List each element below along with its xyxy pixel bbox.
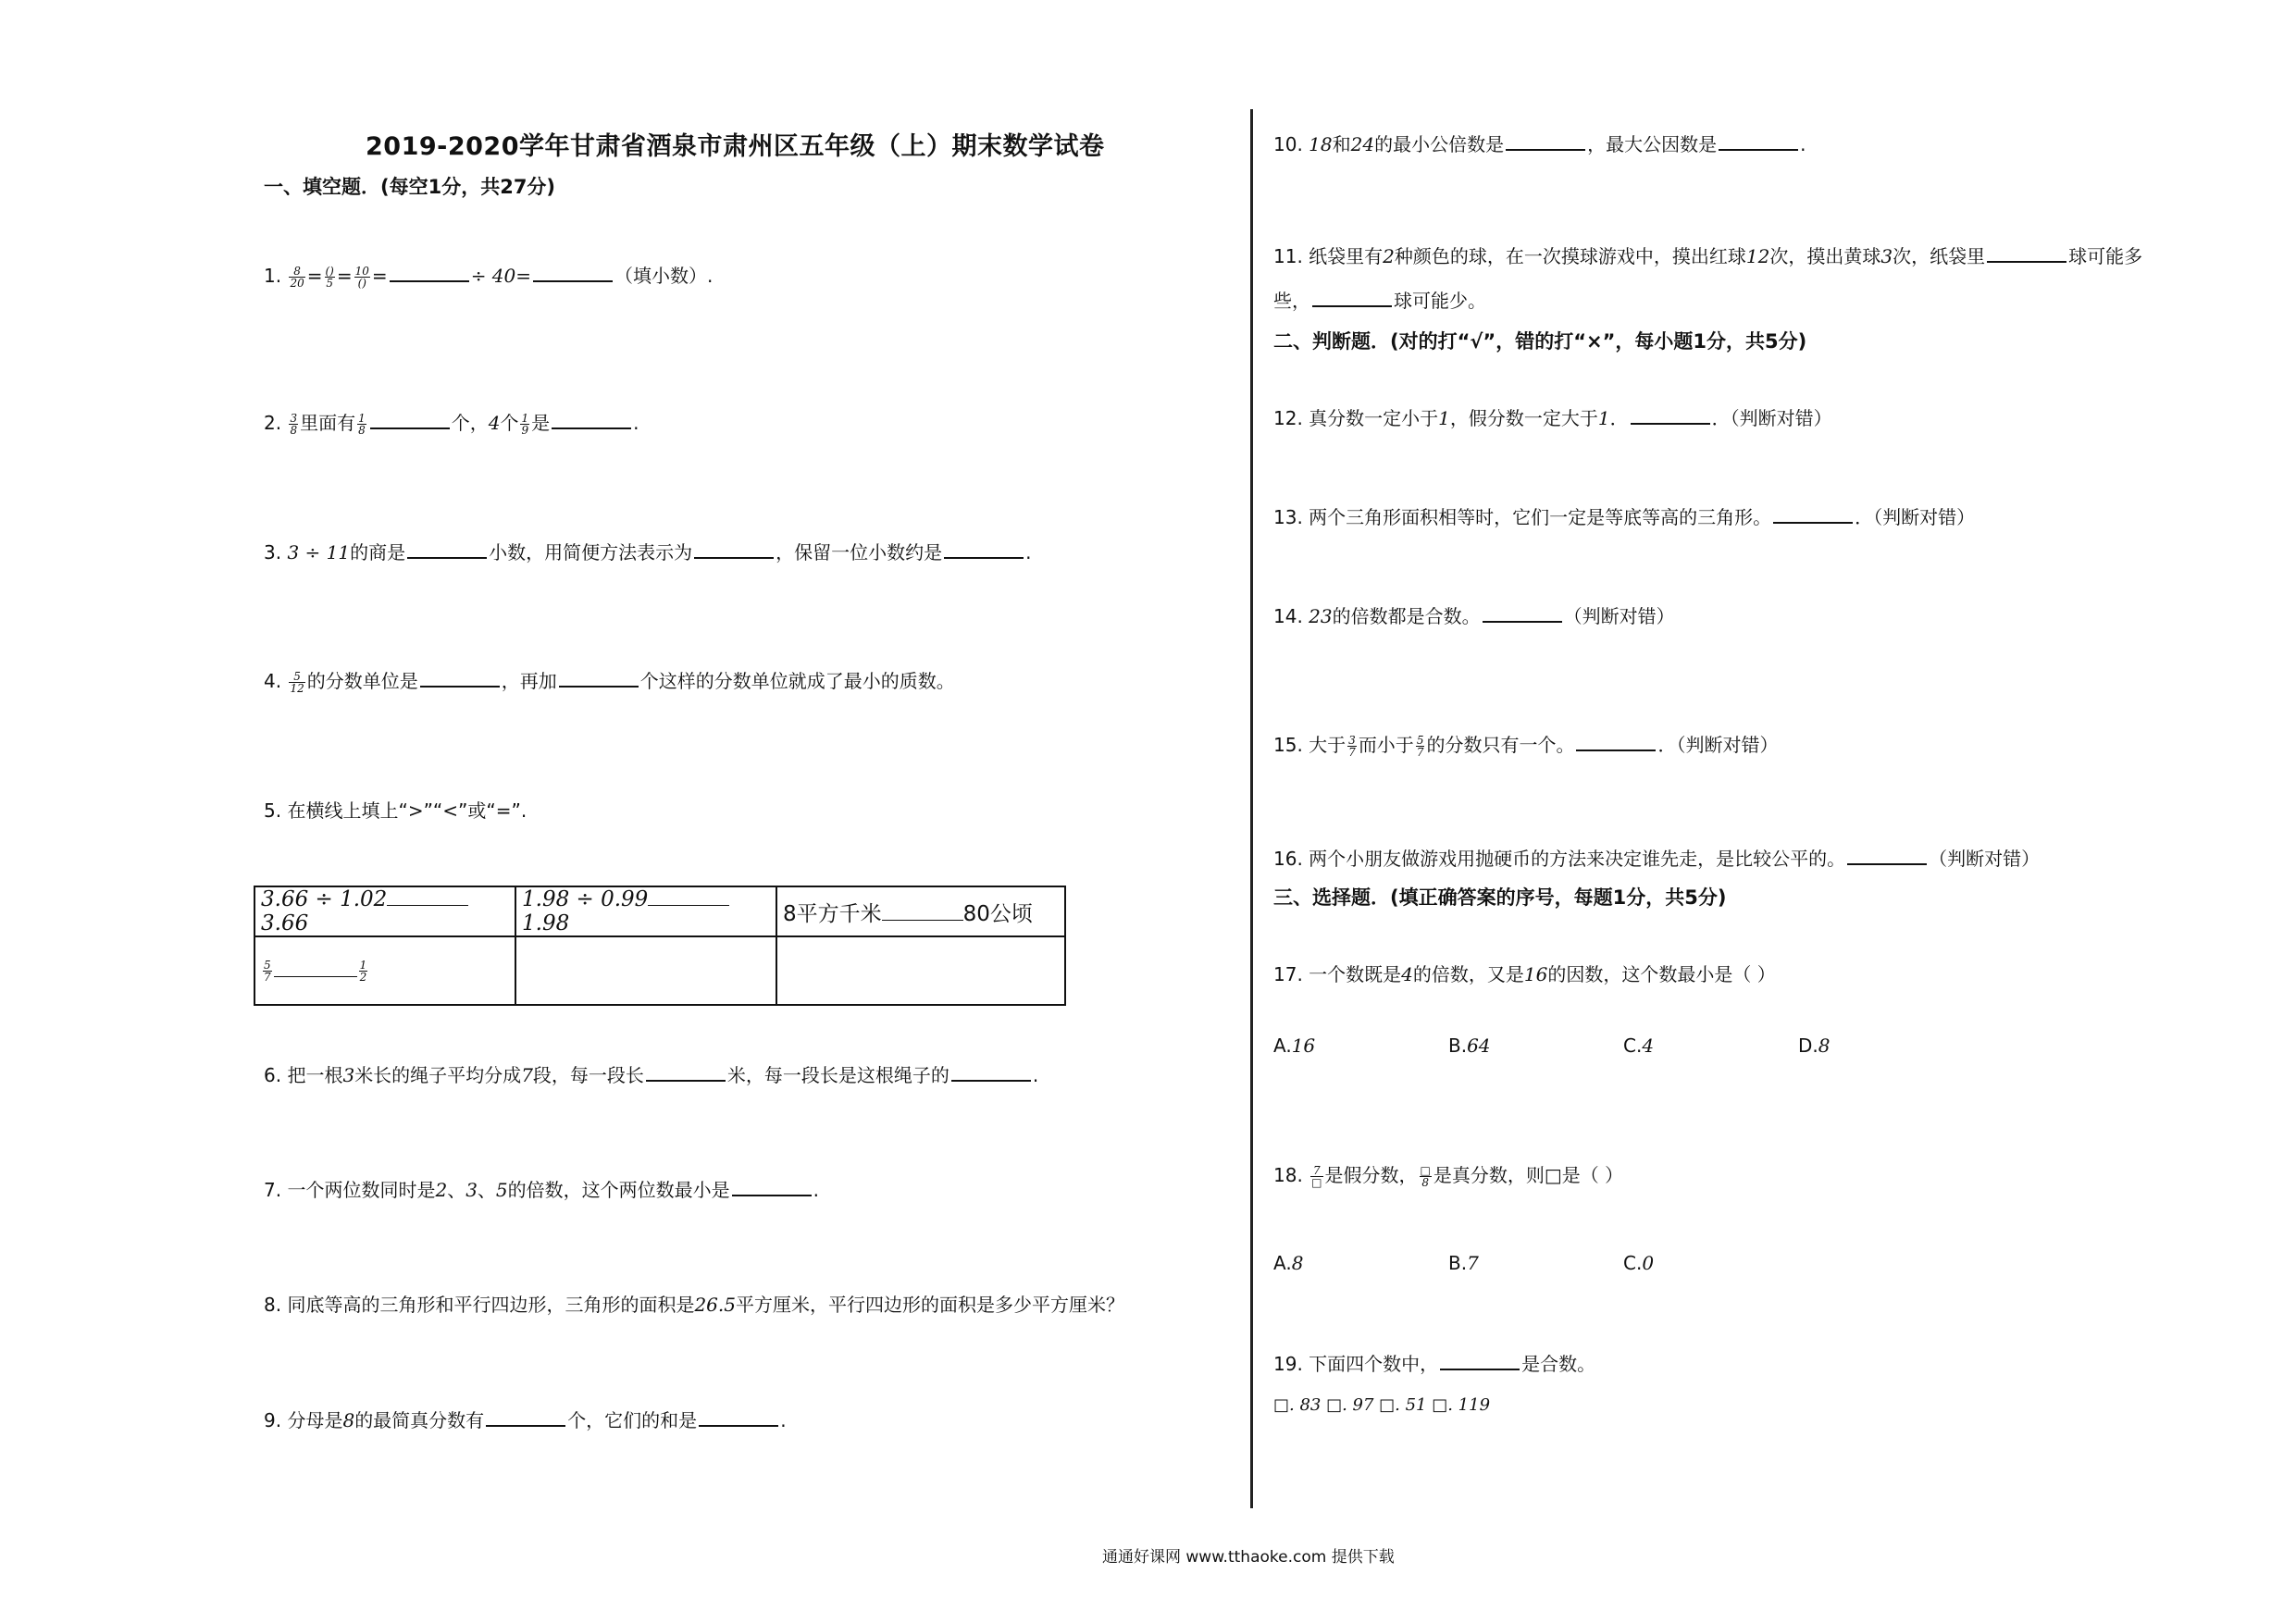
answer-blank[interactable]: [407, 539, 487, 559]
option-b[interactable]: B.64: [1448, 1035, 1491, 1057]
answer-blank[interactable]: [699, 1406, 778, 1427]
option-b[interactable]: B.7: [1448, 1252, 1479, 1274]
question-2: 2. $\frac{3}{8}$ 里面有 $\frac{1}{8}$ 个，4个 $\frac{1}{9}$ 是 .: [264, 409, 639, 436]
section-heading-fill-in: 一、填空题．(每空1分，共27分): [264, 176, 556, 198]
question-19: 19. 下面四个数中， 是合数。: [1273, 1350, 1595, 1377]
option-a[interactable]: A.8: [1273, 1252, 1304, 1274]
fraction: $\frac{()}{5}$: [325, 265, 334, 290]
question-14: 14. 23的倍数都是合数。 （判断对错）: [1273, 602, 1675, 629]
answer-blank[interactable]: [1987, 242, 2066, 263]
answer-blank[interactable]: [646, 1061, 726, 1082]
question-5: 5. 在横线上填上“>”“<”或“=”.: [264, 799, 527, 822]
option-a[interactable]: A.16: [1273, 1035, 1316, 1057]
answer-blank[interactable]: [390, 262, 469, 282]
question-4: 4. $\frac{5}{12}$ 的分数单位是 ，再加 个这样的分数单位就成了最小的质数。: [264, 667, 955, 694]
question-19-options[interactable]: □. 83 □. 97 □. 51 □. 119: [1273, 1395, 1491, 1415]
fraction: $\frac{8}{20}$: [290, 265, 304, 290]
answer-blank[interactable]: [1719, 130, 1798, 151]
question-9: 9. 分母是8的最简真分数有 个，它们的和是 .: [264, 1406, 787, 1433]
question-1: 1. $\frac{8}{20}$ = $\frac{()}{5}$ = $\frac{10}{()}$ = ÷ 40= （填小数）.: [264, 262, 713, 289]
question-6: 6. 把一根3米长的绳子平均分成7段，每一段长 米，每一段长是这根绳子的 .: [264, 1061, 1038, 1088]
question-16: 16. 两个小朋友做游戏用抛硬币的方法来决定谁先走，是比较公平的。 （判断对错）: [1273, 845, 2040, 872]
question-8: 8. 同底等高的三角形和平行四边形，三角形的面积是26.5平方厘米，平行四边形的面积是多少平方厘米？: [264, 1294, 1124, 1316]
answer-blank[interactable]: [486, 1406, 565, 1427]
answer-blank[interactable]: [1440, 1350, 1520, 1370]
answer-blank[interactable]: [1631, 404, 1710, 425]
comparison-table: 3.66 ÷ 1.023.66 1.98 ÷ 0.991.98 8平方千米 80公顷 $\frac{5}{7}$ $\frac{1}{2}$: [254, 886, 1066, 1006]
answer-blank[interactable]: [732, 1176, 812, 1196]
footer-credit: 通通好课网 www.tthaoke.com 提供下载: [1102, 1548, 1395, 1567]
answer-blank[interactable]: [1312, 287, 1392, 307]
question-18: 18. $\frac{7}{□}$ 是假分数， $\frac{□}{8}$ 是真分数，则□是（ ）: [1273, 1164, 1624, 1189]
answer-blank[interactable]: [1506, 130, 1585, 151]
answer-blank[interactable]: [1847, 845, 1927, 865]
question-17: 17. 一个数既是4的倍数，又是16的因数，这个数最小是（ ）: [1273, 963, 1776, 985]
question-10: 10. 18和24的最小公倍数是 ，最大公因数是 .: [1273, 130, 1806, 157]
question-11-line-2: 些， 球可能少。: [1273, 287, 1486, 314]
answer-blank[interactable]: [1773, 503, 1853, 524]
option-c[interactable]: C.4: [1623, 1035, 1655, 1057]
answer-blank[interactable]: [1576, 731, 1656, 751]
answer-blank[interactable]: [951, 1061, 1031, 1082]
question-12: 12. 真分数一定小于1，假分数一定大于1． ．（判断对错）: [1273, 404, 1832, 431]
answer-blank[interactable]: [1483, 602, 1562, 623]
answer-blank[interactable]: [420, 667, 500, 688]
answer-blank[interactable]: [533, 262, 613, 282]
page-title: 2019-2020学年甘肃省酒泉市肃州区五年级（上）期末数学试卷: [366, 132, 1105, 161]
option-c[interactable]: C.0: [1623, 1252, 1655, 1274]
column-divider: [1250, 109, 1253, 1508]
option-d[interactable]: D.8: [1798, 1035, 1831, 1057]
question-13: 13. 两个三角形面积相等时，它们一定是等底等高的三角形。 ．（判断对错）: [1273, 503, 1975, 530]
question-7: 7. 一个两位数同时是2、3、5的倍数，这个两位数最小是 .: [264, 1176, 819, 1203]
answer-blank[interactable]: [694, 539, 774, 559]
answer-blank[interactable]: [944, 539, 1024, 559]
section-heading-multiple-choice: 三、选择题．(填正确答案的序号，每题1分，共5分): [1273, 886, 1727, 909]
answer-blank[interactable]: [552, 409, 631, 429]
answer-blank[interactable]: [559, 667, 639, 688]
question-15: 15. 大于 $\frac{3}{7}$ 而小于 $\frac{5}{7}$ 的分数只有一个。 ．（判断对错）: [1273, 731, 1778, 758]
answer-blank[interactable]: [370, 409, 450, 429]
question-3: 3. 3 ÷ 11的商是 小数，用简便方法表示为 ，保留一位小数约是 .: [264, 539, 1031, 565]
fraction: $\frac{10}{()}$: [354, 265, 369, 290]
section-heading-true-false: 二、判断题．(对的打“√”，错的打“×”，每小题1分，共5分): [1273, 330, 1807, 353]
question-11: 11. 纸袋里有2种颜色的球，在一次摸球游戏中，摸出红球12次，摸出黄球3次，纸袋里 球可能多: [1273, 242, 2142, 269]
